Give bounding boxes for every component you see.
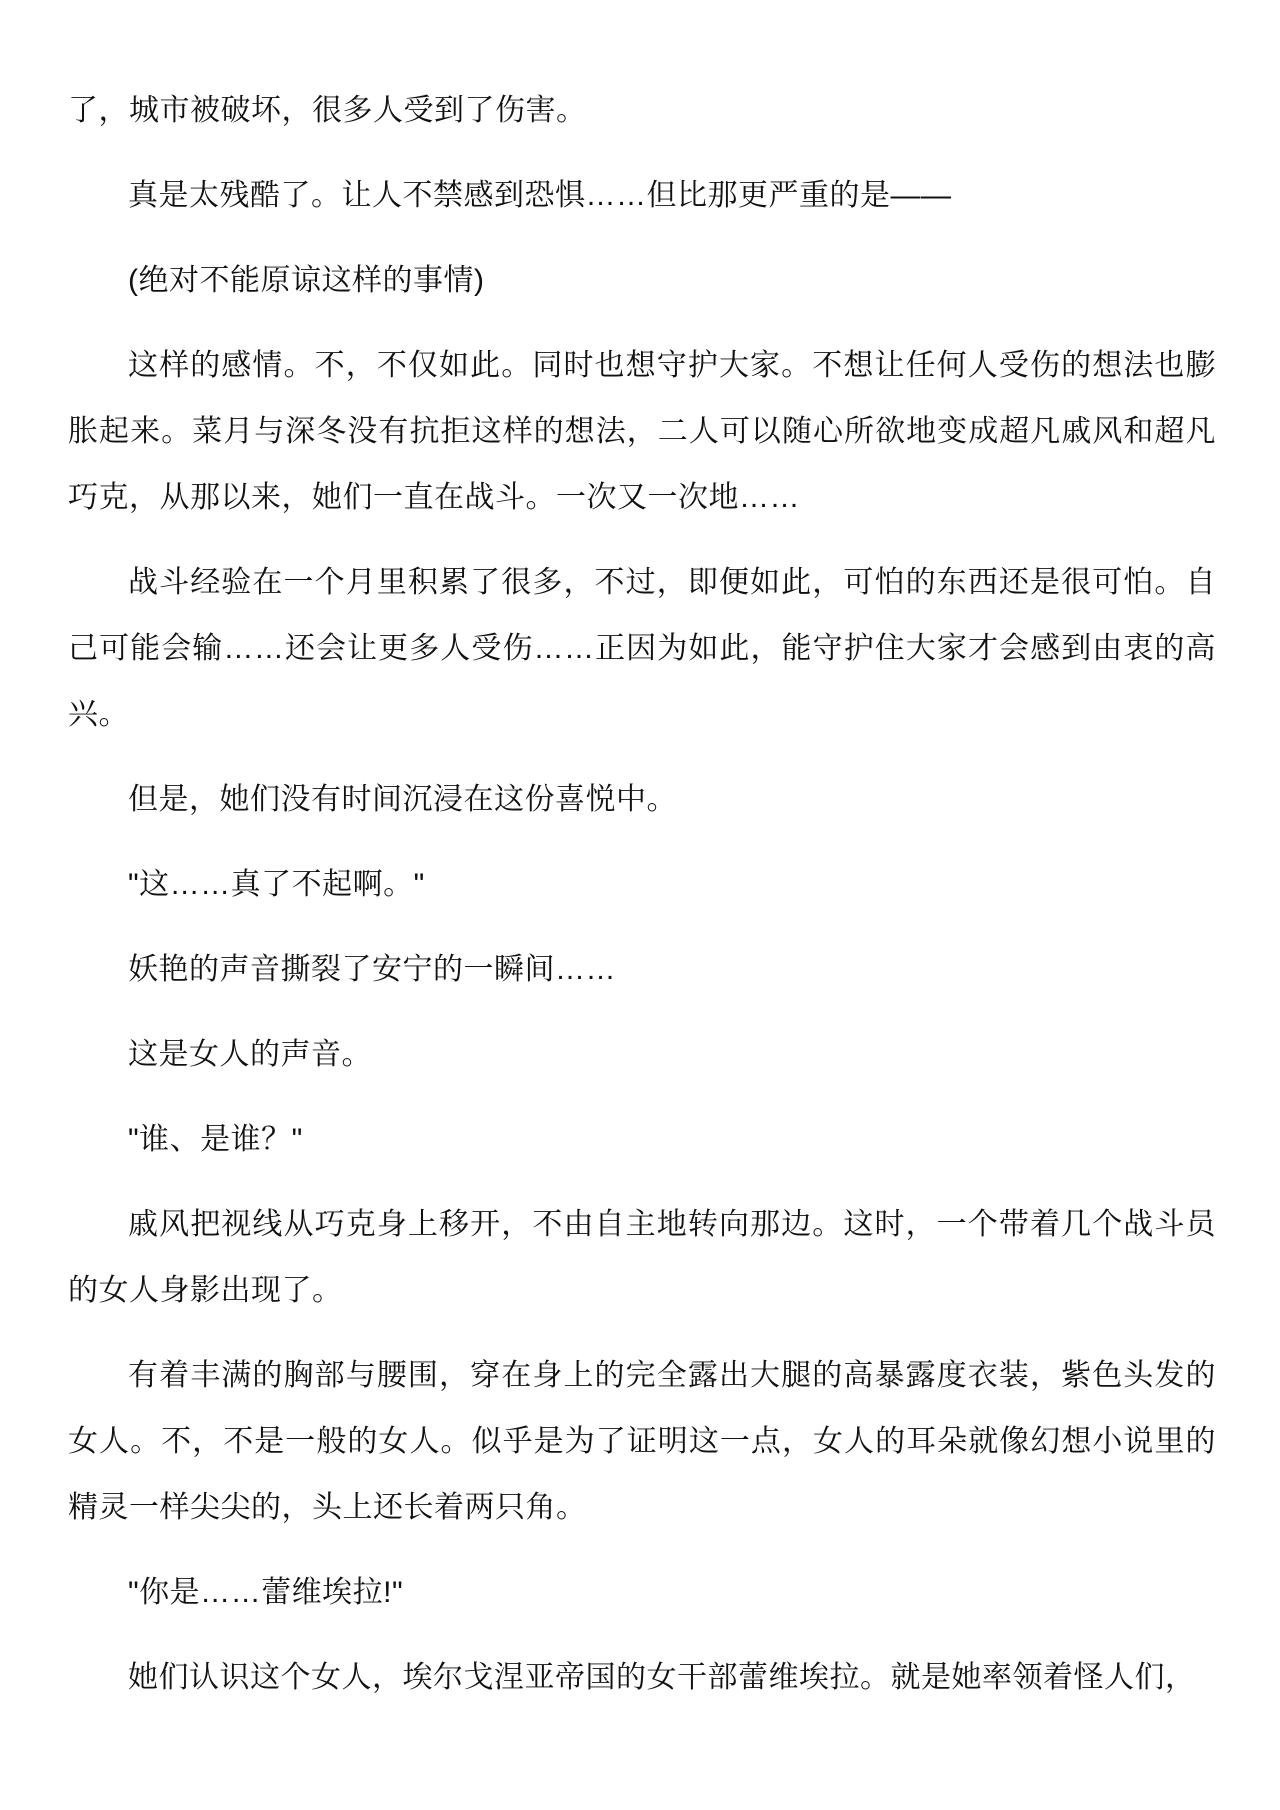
paragraph: 戚风把视线从巧克身上移开，不由自主地转向那边。这时，一个带着几个战斗员的女人身影出现了。 bbox=[68, 1208, 1216, 1307]
paragraph: (绝对不能原谅这样的事情) bbox=[128, 264, 485, 297]
paragraph: "这……真了不起啊。" bbox=[128, 868, 425, 901]
paragraph: 但是，她们没有时间沉浸在这份喜悦中。 bbox=[128, 783, 677, 816]
paragraph: 有着丰满的胸部与腰围，穿在身上的完全露出大腿的高暴露度衣装，紫色头发的女人。不，不是一般的女人。似乎是为了证明这一点，女人的耳朵就像幻想小说里的精灵一样尖尖的，头上还长着两只角。 bbox=[68, 1359, 1216, 1524]
paragraph: 真是太残酷了。让人不禁感到恐惧……但比那更严重的是—— bbox=[128, 179, 952, 212]
paragraph: 战斗经验在一个月里积累了很多，不过，即便如此，可怕的东西还是很可怕。自己可能会输……还会让更多人受伤……正因为如此，能守护住大家才会感到由衷的高兴。 bbox=[68, 566, 1216, 731]
paragraph: 了，城市被破坏，很多人受到了伤害。 bbox=[68, 94, 587, 127]
paragraph: 这是女人的声音。 bbox=[128, 1038, 372, 1071]
paragraph: 她们认识这个女人，埃尔戈涅亚帝国的女干部蕾维埃拉。就是她率领着怪人们， bbox=[128, 1661, 1196, 1694]
paragraph: 这样的感情。不，不仅如此。同时也想守护大家。不想让任何人受伤的想法也膨胀起来。菜月与深冬没有抗拒这样的想法，二人可以随心所欲地变成超凡戚风和超凡巧克，从那以来，她们一直在战斗。一次又一次地…… bbox=[68, 349, 1216, 514]
paragraph: "谁、是谁？" bbox=[128, 1123, 303, 1156]
paragraph: "你是……蕾维埃拉!" bbox=[128, 1576, 404, 1609]
paragraph: 妖艳的声音撕裂了安宁的一瞬间…… bbox=[128, 953, 616, 986]
